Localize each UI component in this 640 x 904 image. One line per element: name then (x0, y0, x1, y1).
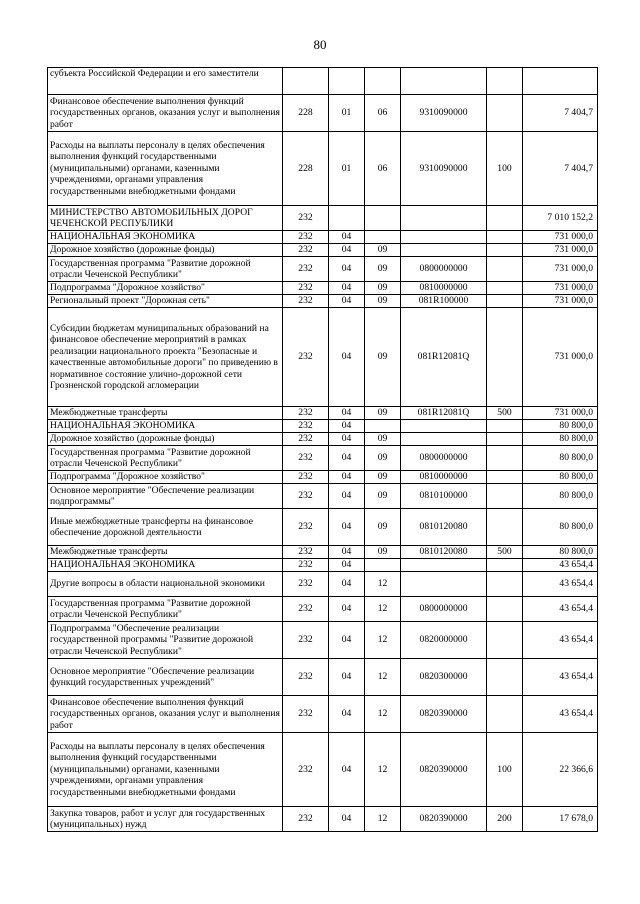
row-ministry-cell: 232 (283, 257, 329, 282)
row-amount-cell: 80 800,0 (523, 484, 598, 509)
row-subsection-cell: 09 (365, 257, 401, 282)
table-row (48, 420, 598, 433)
row-expense-cell (487, 509, 523, 546)
row-target-cell: 0820000000 (401, 622, 487, 659)
row-ministry-cell: 232 (283, 597, 329, 622)
row-subsection-cell: 12 (365, 622, 401, 659)
row-target-cell (401, 244, 487, 257)
row-subsection-cell (365, 206, 401, 231)
row-section-cell: 01 (329, 95, 365, 132)
row-target-cell: 0820390000 (401, 733, 487, 807)
row-section-cell: 04 (329, 733, 365, 807)
row-section-cell (329, 206, 365, 231)
row-expense-cell: 200 (487, 807, 523, 832)
row-section-cell: 04 (329, 559, 365, 572)
row-expense-cell (487, 206, 523, 231)
table-row (48, 696, 598, 733)
row-ministry-cell: 228 (283, 132, 329, 206)
table-row (48, 206, 598, 231)
row-expense-cell (487, 622, 523, 659)
row-ministry-cell: 232 (283, 433, 329, 446)
table-row (48, 659, 598, 696)
row-target-cell (401, 420, 487, 433)
row-subsection-cell: 09 (365, 282, 401, 295)
row-section-cell: 04 (329, 446, 365, 471)
row-expense-cell (487, 572, 523, 597)
row-subsection-cell: 09 (365, 295, 401, 308)
table-row (48, 433, 598, 446)
row-target-cell (401, 433, 487, 446)
row-section-cell: 04 (329, 546, 365, 559)
row-ministry-cell: 232 (283, 295, 329, 308)
row-section-cell: 04 (329, 484, 365, 509)
row-name-cell: Дорожное хозяйство (дорожные фонды) (48, 433, 283, 446)
row-subsection-cell (365, 68, 401, 95)
row-name-cell: Государственная программа "Развитие дорожной отрасли Чеченской Республики" (48, 257, 283, 282)
row-expense-cell (487, 559, 523, 572)
table-row (48, 68, 598, 95)
row-amount-cell: 17 678,0 (523, 807, 598, 832)
row-target-cell (401, 68, 487, 95)
row-expense-cell (487, 433, 523, 446)
table-row (48, 509, 598, 546)
row-ministry-cell: 232 (283, 446, 329, 471)
row-ministry-cell: 232 (283, 231, 329, 244)
row-name-cell: Региональный проект "Дорожная сеть" (48, 295, 283, 308)
row-ministry-cell: 232 (283, 696, 329, 733)
row-subsection-cell: 09 (365, 308, 401, 407)
row-expense-cell (487, 308, 523, 407)
row-name-cell: Межбюджетные трансферты (48, 546, 283, 559)
budget-table (47, 67, 598, 832)
table-row (48, 597, 598, 622)
table-row (48, 231, 598, 244)
row-target-cell: 0820390000 (401, 696, 487, 733)
row-name-cell: Финансовое обеспечение выполнения функций государственных органов, оказания услуг и выполнения работ (48, 696, 283, 733)
row-expense-cell (487, 295, 523, 308)
row-amount-cell: 80 800,0 (523, 446, 598, 471)
row-name-cell: Подпрограмма "Дорожное хозяйство" (48, 282, 283, 295)
row-ministry-cell: 232 (283, 659, 329, 696)
row-target-cell: 0810100000 (401, 484, 487, 509)
row-name-cell: Другие вопросы в области национальной экономики (48, 572, 283, 597)
row-name-cell: Подпрограмма "Обеспечение реализации государственной программы "Развитие дорожной отрасли Чеченской Республики" (48, 622, 283, 659)
row-subsection-cell: 06 (365, 132, 401, 206)
row-name-cell: НАЦИОНАЛЬНАЯ ЭКОНОМИКА (48, 231, 283, 244)
row-target-cell: 081R12081Q (401, 308, 487, 407)
row-expense-cell: 500 (487, 407, 523, 420)
row-subsection-cell (365, 559, 401, 572)
row-subsection-cell: 09 (365, 433, 401, 446)
row-subsection-cell (365, 420, 401, 433)
row-amount-cell: 43 654,4 (523, 559, 598, 572)
row-target-cell (401, 572, 487, 597)
row-target-cell: 0820300000 (401, 659, 487, 696)
row-ministry-cell: 232 (283, 244, 329, 257)
row-subsection-cell: 12 (365, 572, 401, 597)
row-name-cell: Подпрограмма "Дорожное хозяйство" (48, 471, 283, 484)
row-name-cell: Основное мероприятие "Обеспечение реализации функций государственных учреждений" (48, 659, 283, 696)
row-section-cell: 04 (329, 244, 365, 257)
row-target-cell: 0800000000 (401, 446, 487, 471)
row-name-cell: Расходы на выплаты персоналу в целях обеспечения выполнения функций государственными (муниципальными) органами, казенными учреждениями, органами управления государственными внебюджетными фондами (48, 132, 283, 206)
row-section-cell: 04 (329, 597, 365, 622)
row-expense-cell (487, 244, 523, 257)
row-amount-cell: 731 000,0 (523, 295, 598, 308)
table-row (48, 244, 598, 257)
row-amount-cell: 22 366,6 (523, 733, 598, 807)
row-section-cell: 04 (329, 572, 365, 597)
row-expense-cell: 500 (487, 546, 523, 559)
budget-table-body (48, 68, 598, 832)
row-amount-cell: 80 800,0 (523, 433, 598, 446)
row-expense-cell (487, 231, 523, 244)
row-section-cell: 04 (329, 231, 365, 244)
row-subsection-cell: 12 (365, 733, 401, 807)
row-name-cell: Межбюджетные трансферты (48, 407, 283, 420)
row-target-cell: 0820390000 (401, 807, 487, 832)
row-name-cell: НАЦИОНАЛЬНАЯ ЭКОНОМИКА (48, 559, 283, 572)
row-expense-cell (487, 696, 523, 733)
row-section-cell: 04 (329, 696, 365, 733)
row-ministry-cell (283, 68, 329, 95)
row-target-cell: 0810000000 (401, 282, 487, 295)
row-target-cell: 0810120080 (401, 546, 487, 559)
row-ministry-cell: 232 (283, 407, 329, 420)
row-ministry-cell: 232 (283, 206, 329, 231)
row-expense-cell (487, 471, 523, 484)
row-section-cell: 04 (329, 509, 365, 546)
row-amount-cell: 80 800,0 (523, 471, 598, 484)
row-target-cell: 081R100000 (401, 295, 487, 308)
row-expense-cell (487, 484, 523, 509)
row-amount-cell: 731 000,0 (523, 282, 598, 295)
row-target-cell (401, 206, 487, 231)
row-section-cell: 04 (329, 308, 365, 407)
page-number: 80 (313, 37, 327, 52)
row-name-cell: Расходы на выплаты персоналу в целях обеспечения выполнения функций государственными (муниципальными) органами, казенными учреждениями, органами управления государственными внебюджетными фондами (48, 733, 283, 807)
row-subsection-cell: 12 (365, 696, 401, 733)
row-ministry-cell: 232 (283, 308, 329, 407)
row-section-cell: 04 (329, 622, 365, 659)
row-expense-cell (487, 446, 523, 471)
row-target-cell: 0800000000 (401, 257, 487, 282)
row-subsection-cell: 09 (365, 244, 401, 257)
row-amount-cell: 731 000,0 (523, 308, 598, 407)
row-subsection-cell: 09 (365, 407, 401, 420)
row-section-cell: 04 (329, 433, 365, 446)
table-row (48, 282, 598, 295)
table-row (48, 807, 598, 832)
row-target-cell: 0810000000 (401, 471, 487, 484)
row-ministry-cell: 232 (283, 559, 329, 572)
row-amount-cell: 731 000,0 (523, 231, 598, 244)
row-amount-cell: 731 000,0 (523, 244, 598, 257)
row-expense-cell (487, 257, 523, 282)
table-row (48, 471, 598, 484)
row-ministry-cell: 232 (283, 471, 329, 484)
row-expense-cell (487, 597, 523, 622)
row-expense-cell (487, 95, 523, 132)
row-name-cell: субъекта Российской Федерации и его заместители (48, 68, 283, 95)
row-ministry-cell: 232 (283, 733, 329, 807)
row-subsection-cell: 12 (365, 807, 401, 832)
table-row (48, 446, 598, 471)
row-expense-cell (487, 659, 523, 696)
row-name-cell: Государственная программа "Развитие дорожной отрасли Чеченской Республики" (48, 597, 283, 622)
row-section-cell: 04 (329, 257, 365, 282)
table-row (48, 572, 598, 597)
row-ministry-cell: 232 (283, 807, 329, 832)
table-row (48, 407, 598, 420)
row-subsection-cell (365, 231, 401, 244)
table-row (48, 622, 598, 659)
row-section-cell: 04 (329, 295, 365, 308)
row-expense-cell (487, 68, 523, 95)
row-subsection-cell: 09 (365, 484, 401, 509)
row-target-cell: 0800000000 (401, 597, 487, 622)
row-amount-cell: 80 800,0 (523, 509, 598, 546)
row-ministry-cell: 228 (283, 95, 329, 132)
row-section-cell: 04 (329, 282, 365, 295)
table-row (48, 257, 598, 282)
row-section-cell: 01 (329, 132, 365, 206)
row-section-cell: 04 (329, 420, 365, 433)
row-expense-cell (487, 282, 523, 295)
row-subsection-cell: 06 (365, 95, 401, 132)
row-subsection-cell: 12 (365, 597, 401, 622)
row-section-cell: 04 (329, 471, 365, 484)
table-row (48, 733, 598, 807)
table-row (48, 95, 598, 132)
row-name-cell: Иные межбюджетные трансферты на финансовое обеспечение дорожной деятельности (48, 509, 283, 546)
row-ministry-cell: 232 (283, 509, 329, 546)
row-amount-cell: 7 404,7 (523, 132, 598, 206)
row-target-cell: 081R12081Q (401, 407, 487, 420)
table-row (48, 308, 598, 407)
row-amount-cell: 731 000,0 (523, 257, 598, 282)
row-target-cell: 9310090000 (401, 95, 487, 132)
row-ministry-cell: 232 (283, 622, 329, 659)
row-subsection-cell: 09 (365, 471, 401, 484)
row-target-cell: 0810120080 (401, 509, 487, 546)
row-ministry-cell: 232 (283, 484, 329, 509)
row-target-cell: 9310090000 (401, 132, 487, 206)
row-section-cell: 04 (329, 407, 365, 420)
row-name-cell: Основное мероприятие "Обеспечение реализации подпрограммы" (48, 484, 283, 509)
row-section-cell: 04 (329, 659, 365, 696)
row-amount-cell: 80 800,0 (523, 546, 598, 559)
table-row (48, 546, 598, 559)
row-name-cell: Дорожное хозяйство (дорожные фонды) (48, 244, 283, 257)
row-target-cell (401, 231, 487, 244)
row-target-cell (401, 559, 487, 572)
row-expense-cell: 100 (487, 733, 523, 807)
row-amount-cell: 731 000,0 (523, 407, 598, 420)
table-row (48, 484, 598, 509)
row-name-cell: Государственная программа "Развитие дорожной отрасли Чеченской Республики" (48, 446, 283, 471)
row-section-cell (329, 68, 365, 95)
row-amount-cell: 7 010 152,2 (523, 206, 598, 231)
row-name-cell: Субсидии бюджетам муниципальных образований на финансовое обеспечение мероприятий в рамках реализации национального проекта "Безопасные и качественные автомобильные дороги" по приведению в нормативное состояние улично-дорожной сети Грозненской городской агломерации (48, 308, 283, 407)
row-subsection-cell: 09 (365, 546, 401, 559)
row-amount-cell: 43 654,4 (523, 659, 598, 696)
row-expense-cell: 100 (487, 132, 523, 206)
row-ministry-cell: 232 (283, 546, 329, 559)
row-subsection-cell: 09 (365, 446, 401, 471)
table-row (48, 295, 598, 308)
row-ministry-cell: 232 (283, 282, 329, 295)
row-amount-cell: 43 654,4 (523, 572, 598, 597)
row-expense-cell (487, 420, 523, 433)
row-amount-cell: 43 654,4 (523, 597, 598, 622)
row-amount-cell (523, 68, 598, 95)
row-amount-cell: 43 654,4 (523, 696, 598, 733)
row-section-cell: 04 (329, 807, 365, 832)
row-subsection-cell: 09 (365, 509, 401, 546)
row-name-cell: Финансовое обеспечение выполнения функций государственных органов, оказания услуг и выполнения работ (48, 95, 283, 132)
row-amount-cell: 43 654,4 (523, 622, 598, 659)
table-row (48, 559, 598, 572)
row-subsection-cell: 12 (365, 659, 401, 696)
row-name-cell: МИНИСТЕРСТВО АВТОМОБИЛЬНЫХ ДОРОГ ЧЕЧЕНСКОЙ РЕСПУБЛИКИ (48, 206, 283, 231)
row-amount-cell: 7 404,7 (523, 95, 598, 132)
row-ministry-cell: 232 (283, 572, 329, 597)
row-name-cell: Закупка товаров, работ и услуг для государственных (муниципальных) нужд (48, 807, 283, 832)
row-ministry-cell: 232 (283, 420, 329, 433)
row-amount-cell: 80 800,0 (523, 420, 598, 433)
row-name-cell: НАЦИОНАЛЬНАЯ ЭКОНОМИКА (48, 420, 283, 433)
table-row (48, 132, 598, 206)
